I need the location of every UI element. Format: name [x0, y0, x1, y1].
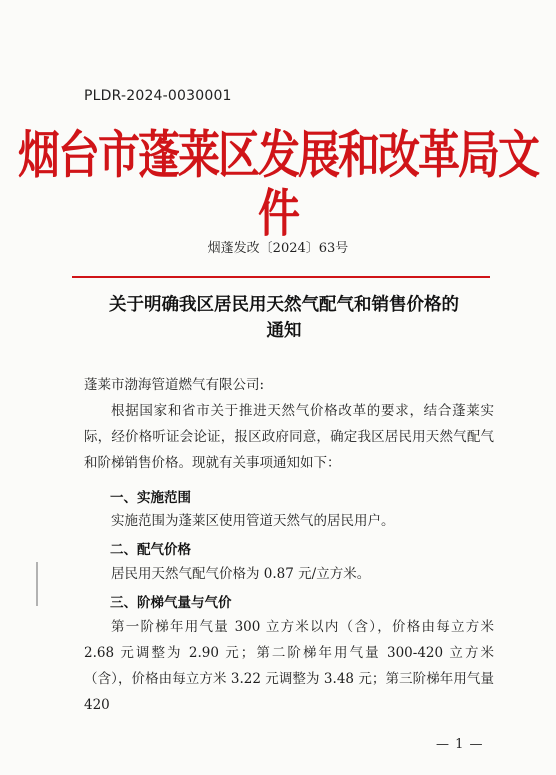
document-code: PLDR-2024-0030001 — [84, 88, 232, 104]
section-3-text: 第一阶梯年用气量 300 立方米以内（含），价格由每立方米 2.68 元调整为 2.90 元；第二阶梯年用气量 300-420 立方米（含），价格由每立方米 3.22 元调整为 3.48 元；第三阶梯年用气量 420 — [84, 619, 494, 713]
issuing-authority-header: 烟台市蓬莱区发展和改革局文件 — [17, 124, 538, 244]
notice-title-line-2: 通知 — [266, 321, 302, 341]
intro-paragraph: 根据国家和省市关于推进天然气价格改革的要求，结合蓬莱实际，经价格听证会论证，报区政府同意，确定我区居民用天然气配气和阶梯销售价格。现就有关事项通知如下： — [84, 403, 494, 471]
section-1-heading: 一、实施范围 — [110, 490, 191, 506]
margin-mark — [36, 562, 38, 606]
section-2-text: 居民用天然气配气价格为 0.87 元/立方米。 — [111, 566, 371, 582]
section-3-heading: 三、阶梯气量与气价 — [110, 595, 232, 611]
notice-title-line-1: 关于明确我区居民用天然气配气和销售价格的 — [109, 295, 459, 315]
document-number: 烟蓬发改〔2024〕63号 — [207, 241, 349, 256]
addressee: 蓬莱市渤海管道燃气有限公司: — [84, 377, 265, 393]
red-separator-line — [72, 276, 490, 278]
section-1-text: 实施范围为蓬莱区使用管道天然气的居民用户。 — [111, 513, 395, 529]
section-2-heading: 二、配气价格 — [110, 542, 191, 558]
page-number: — 1 — — [436, 737, 484, 752]
notice-title — [74, 292, 494, 344]
